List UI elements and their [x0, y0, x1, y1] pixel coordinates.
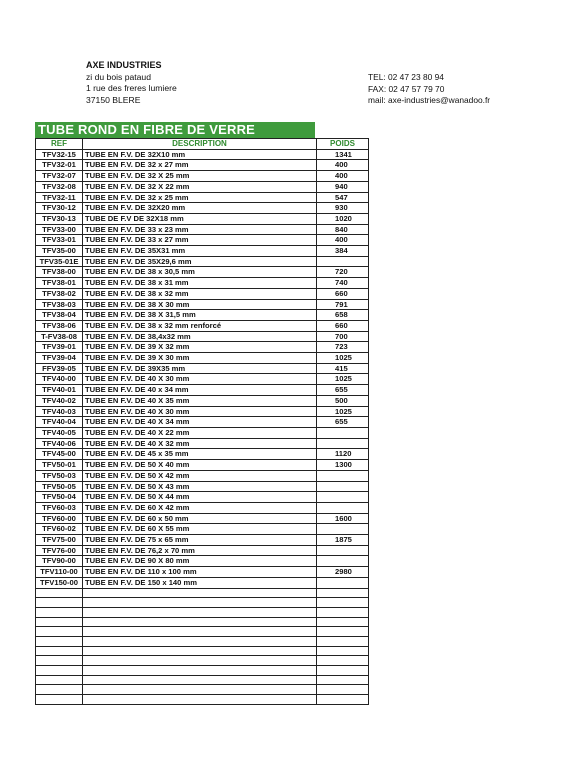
cell-poids: 791 — [317, 299, 369, 310]
cell-poids: 740 — [317, 278, 369, 289]
header-row — [36, 139, 369, 150]
table-row — [36, 363, 369, 374]
table-row — [36, 556, 369, 567]
cell-poids: 1025 — [317, 353, 369, 364]
table-row — [36, 171, 369, 182]
cell-ref: TFV40-06 — [36, 438, 83, 449]
cell-ref: TFV32-11 — [36, 192, 83, 203]
cell-ref: TFV40-00 — [36, 374, 83, 385]
cell-poids: 547 — [317, 192, 369, 203]
table-body — [36, 149, 369, 704]
empty-cell — [317, 607, 369, 617]
cell-ref: TFV30-13 — [36, 213, 83, 224]
cell-poids: 400 — [317, 171, 369, 182]
title-row — [35, 122, 368, 138]
cell-poids: 720 — [317, 267, 369, 278]
empty-cell — [83, 685, 317, 695]
empty-cell — [83, 617, 317, 627]
cell-poids: 1025 — [317, 406, 369, 417]
cell-ref: TFV40-04 — [36, 417, 83, 428]
empty-row — [36, 656, 369, 666]
empty-cell — [36, 666, 83, 676]
cell-ref: TFV38-03 — [36, 299, 83, 310]
column-header-description: DESCRIPTION — [83, 139, 317, 150]
empty-cell — [83, 607, 317, 617]
cell-description: TUBE EN F.V. DE 35X31 mm — [83, 246, 317, 257]
empty-cell — [317, 685, 369, 695]
table-row — [36, 567, 369, 578]
cell-ref: TFV38-02 — [36, 288, 83, 299]
cell-poids: 1020 — [317, 213, 369, 224]
cell-description: TUBE EN F.V. DE 50 X 43 mm — [83, 481, 317, 492]
empty-cell — [317, 695, 369, 705]
empty-cell — [317, 617, 369, 627]
cell-description: TUBE EN F.V. DE 39 X 32 mm — [83, 342, 317, 353]
cell-ref: TFV110-00 — [36, 567, 83, 578]
company-block — [86, 60, 177, 106]
empty-cell — [36, 598, 83, 608]
empty-cell — [317, 598, 369, 608]
cell-description: TUBE EN F.V. DE 32X10 mm — [83, 149, 317, 160]
cell-ref: TFV40-02 — [36, 395, 83, 406]
cell-ref: TFV76-00 — [36, 545, 83, 556]
table-row — [36, 513, 369, 524]
cell-description: TUBE EN F.V. DE 76,2 x 70 mm — [83, 545, 317, 556]
table-row — [36, 524, 369, 535]
cell-description: TUBE EN F.V. DE 50 X 44 mm — [83, 492, 317, 503]
cell-ref: TFV39-04 — [36, 353, 83, 364]
column-header-poids: POIDS — [317, 139, 369, 150]
phone-number: TEL: 02 47 23 80 94 — [368, 72, 444, 82]
table-row — [36, 267, 369, 278]
cell-poids — [317, 256, 369, 267]
cell-poids — [317, 556, 369, 567]
cell-ref: TFV60-03 — [36, 502, 83, 513]
product-table — [35, 138, 369, 705]
cell-poids — [317, 481, 369, 492]
cell-description: TUBE EN F.V. DE 60 x 50 mm — [83, 513, 317, 524]
email-address: mail: axe-industries@wanadoo.fr — [368, 95, 491, 106]
product-sheet — [35, 122, 368, 705]
cell-ref: TFV32-01 — [36, 160, 83, 171]
table-row — [36, 288, 369, 299]
cell-description: TUBE EN F.V. DE 32X20 mm — [83, 203, 317, 214]
cell-poids: 940 — [317, 181, 369, 192]
cell-poids — [317, 470, 369, 481]
empty-cell — [83, 675, 317, 685]
cell-description: TUBE EN F.V. DE 60 X 55 mm — [83, 524, 317, 535]
table-title: TUBE ROND EN FIBRE DE VERRE — [35, 122, 315, 138]
cell-poids: 1025 — [317, 374, 369, 385]
cell-description: TUBE EN F.V. DE 75 x 65 mm — [83, 535, 317, 546]
table-row — [36, 213, 369, 224]
cell-description: TUBE EN F.V. DE 50 X 42 mm — [83, 470, 317, 481]
company-name: AXE INDUSTRIES — [86, 60, 162, 70]
table-row — [36, 427, 369, 438]
table-row — [36, 417, 369, 428]
cell-poids: 384 — [317, 246, 369, 257]
cell-description: TUBE EN F.V. DE 38 x 30,5 mm — [83, 267, 317, 278]
cell-description: TUBE EN F.V. DE 38 x 31 mm — [83, 278, 317, 289]
empty-row — [36, 675, 369, 685]
cell-description: TUBE DE F.V DE 32X18 mm — [83, 213, 317, 224]
table-row — [36, 353, 369, 364]
cell-poids: 2980 — [317, 567, 369, 578]
empty-cell — [317, 646, 369, 656]
cell-ref: TFV50-01 — [36, 460, 83, 471]
table-row — [36, 192, 369, 203]
cell-description: TUBE EN F.V. DE 38 X 31,5 mm — [83, 310, 317, 321]
cell-description: TUBE EN F.V. DE 40 X 30 mm — [83, 406, 317, 417]
cell-description: TUBE EN F.V. DE 50 X 40 mm — [83, 460, 317, 471]
cell-ref: TFV150-00 — [36, 577, 83, 588]
cell-ref: FFV39-05 — [36, 363, 83, 374]
cell-description: TUBE EN F.V. DE 39 X 30 mm — [83, 353, 317, 364]
table-row — [36, 278, 369, 289]
table-row — [36, 256, 369, 267]
cell-ref: TFV50-04 — [36, 492, 83, 503]
cell-ref: TFV32-15 — [36, 149, 83, 160]
cell-description: TUBE EN F.V. DE 40 X 22 mm — [83, 427, 317, 438]
cell-description: TUBE EN F.V. DE 32 X 22 mm — [83, 181, 317, 192]
cell-poids — [317, 577, 369, 588]
cell-poids: 723 — [317, 342, 369, 353]
contact-block — [368, 72, 490, 107]
cell-poids: 840 — [317, 224, 369, 235]
cell-description: TUBE EN F.V. DE 45 x 35 mm — [83, 449, 317, 460]
cell-ref: TFV32-07 — [36, 171, 83, 182]
empty-row — [36, 617, 369, 627]
cell-poids: 1875 — [317, 535, 369, 546]
cell-description: TUBE EN F.V. DE 39X35 mm — [83, 363, 317, 374]
cell-description: TUBE EN F.V. DE 35X29,6 mm — [83, 256, 317, 267]
cell-ref: TFV38-04 — [36, 310, 83, 321]
empty-cell — [83, 666, 317, 676]
cell-ref: TFV90-00 — [36, 556, 83, 567]
empty-cell — [83, 598, 317, 608]
cell-ref: TFV33-00 — [36, 224, 83, 235]
empty-cell — [36, 695, 83, 705]
cell-ref: TFV40-05 — [36, 427, 83, 438]
cell-ref: TFV45-00 — [36, 449, 83, 460]
cell-description: TUBE EN F.V. DE 38 x 32 mm — [83, 288, 317, 299]
empty-cell — [83, 588, 317, 598]
cell-description: TUBE EN F.V. DE 40 X 35 mm — [83, 395, 317, 406]
cell-ref: TFV40-01 — [36, 385, 83, 396]
empty-cell — [36, 685, 83, 695]
empty-cell — [317, 656, 369, 666]
cell-description: TUBE EN F.V. DE 32 X 25 mm — [83, 171, 317, 182]
address-line-2: 1 rue des freres lumiere — [86, 83, 177, 94]
cell-ref: TFV60-02 — [36, 524, 83, 535]
cell-description: TUBE EN F.V. DE 110 x 100 mm — [83, 567, 317, 578]
table-row — [36, 320, 369, 331]
table-row — [36, 492, 369, 503]
cell-poids: 655 — [317, 417, 369, 428]
table-row — [36, 577, 369, 588]
empty-row — [36, 646, 369, 656]
empty-cell — [36, 636, 83, 646]
empty-cell — [36, 627, 83, 637]
table-row — [36, 385, 369, 396]
table-row — [36, 460, 369, 471]
table-row — [36, 438, 369, 449]
cell-description: TUBE EN F.V. DE 32 x 27 mm — [83, 160, 317, 171]
cell-description: TUBE EN F.V. DE 33 x 23 mm — [83, 224, 317, 235]
cell-description: TUBE EN F.V. DE 32 x 25 mm — [83, 192, 317, 203]
table-row — [36, 545, 369, 556]
empty-row — [36, 636, 369, 646]
empty-row — [36, 695, 369, 705]
cell-poids: 500 — [317, 395, 369, 406]
table-row — [36, 535, 369, 546]
cell-description: TUBE EN F.V. DE 38,4x32 mm — [83, 331, 317, 342]
cell-ref: TFV50-05 — [36, 481, 83, 492]
cell-ref: TFV40-03 — [36, 406, 83, 417]
column-header-ref: REF — [36, 139, 83, 150]
fax-number: FAX: 02 47 57 79 70 — [368, 83, 445, 94]
address-line-1: zi du bois pataud — [86, 71, 151, 82]
cell-poids: 415 — [317, 363, 369, 374]
cell-ref: TFV30-12 — [36, 203, 83, 214]
cell-poids: 655 — [317, 385, 369, 396]
empty-cell — [36, 607, 83, 617]
empty-cell — [317, 675, 369, 685]
cell-description: TUBE EN F.V. DE 40 X 32 mm — [83, 438, 317, 449]
cell-poids: 700 — [317, 331, 369, 342]
empty-cell — [36, 656, 83, 666]
cell-ref: TFV32-08 — [36, 181, 83, 192]
table-row — [36, 395, 369, 406]
cell-poids — [317, 438, 369, 449]
cell-ref: TFV33-01 — [36, 235, 83, 246]
cell-ref: TFV38-00 — [36, 267, 83, 278]
cell-poids: 400 — [317, 235, 369, 246]
table-row — [36, 406, 369, 417]
table-row — [36, 310, 369, 321]
empty-row — [36, 588, 369, 598]
cell-ref: TFV35-00 — [36, 246, 83, 257]
cell-poids — [317, 524, 369, 535]
cell-poids: 660 — [317, 288, 369, 299]
cell-poids: 658 — [317, 310, 369, 321]
cell-description: TUBE EN F.V. DE 38 x 32 mm renforcé — [83, 320, 317, 331]
cell-description: TUBE EN F.V. DE 90 X 80 mm — [83, 556, 317, 567]
cell-poids — [317, 492, 369, 503]
table-row — [36, 470, 369, 481]
cell-poids — [317, 545, 369, 556]
empty-cell — [317, 666, 369, 676]
empty-cell — [83, 627, 317, 637]
cell-poids — [317, 427, 369, 438]
cell-description: TUBE EN F.V. DE 40 X 30 mm — [83, 374, 317, 385]
table-row — [36, 181, 369, 192]
cell-poids — [317, 502, 369, 513]
empty-row — [36, 607, 369, 617]
table-row — [36, 299, 369, 310]
table-row — [36, 149, 369, 160]
empty-row — [36, 666, 369, 676]
cell-ref: TFV35-01E — [36, 256, 83, 267]
empty-cell — [83, 636, 317, 646]
cell-ref: TFV50-03 — [36, 470, 83, 481]
cell-ref: TFV39-01 — [36, 342, 83, 353]
table-row — [36, 160, 369, 171]
table-row — [36, 374, 369, 385]
cell-description: TUBE EN F.V. DE 150 x 140 mm — [83, 577, 317, 588]
table-row — [36, 224, 369, 235]
cell-ref: T-FV38-08 — [36, 331, 83, 342]
empty-cell — [83, 695, 317, 705]
cell-poids: 930 — [317, 203, 369, 214]
table-row — [36, 246, 369, 257]
cell-description: TUBE EN F.V. DE 40 x 34 mm — [83, 385, 317, 396]
empty-cell — [36, 675, 83, 685]
cell-ref: TFV38-06 — [36, 320, 83, 331]
cell-description: TUBE EN F.V. DE 38 X 30 mm — [83, 299, 317, 310]
empty-cell — [36, 617, 83, 627]
table-row — [36, 235, 369, 246]
empty-cell — [317, 627, 369, 637]
cell-description: TUBE EN F.V. DE 33 x 27 mm — [83, 235, 317, 246]
table-row — [36, 342, 369, 353]
table-row — [36, 481, 369, 492]
empty-cell — [36, 588, 83, 598]
cell-description: TUBE EN F.V. DE 40 X 34 mm — [83, 417, 317, 428]
empty-row — [36, 685, 369, 695]
empty-cell — [83, 656, 317, 666]
table-row — [36, 331, 369, 342]
cell-poids: 1120 — [317, 449, 369, 460]
table-row — [36, 203, 369, 214]
empty-cell — [317, 636, 369, 646]
cell-poids: 1300 — [317, 460, 369, 471]
table-row — [36, 502, 369, 513]
cell-poids: 660 — [317, 320, 369, 331]
cell-ref: TFV38-01 — [36, 278, 83, 289]
empty-row — [36, 627, 369, 637]
cell-ref: TFV75-00 — [36, 535, 83, 546]
cell-ref: TFV60-00 — [36, 513, 83, 524]
cell-poids: 1341 — [317, 149, 369, 160]
address-line-3: 37150 BLERE — [86, 94, 141, 105]
cell-poids: 1600 — [317, 513, 369, 524]
cell-poids: 400 — [317, 160, 369, 171]
empty-cell — [317, 588, 369, 598]
cell-description: TUBE EN F.V. DE 60 X 42 mm — [83, 502, 317, 513]
empty-cell — [36, 646, 83, 656]
table-row — [36, 449, 369, 460]
empty-row — [36, 598, 369, 608]
empty-cell — [83, 646, 317, 656]
